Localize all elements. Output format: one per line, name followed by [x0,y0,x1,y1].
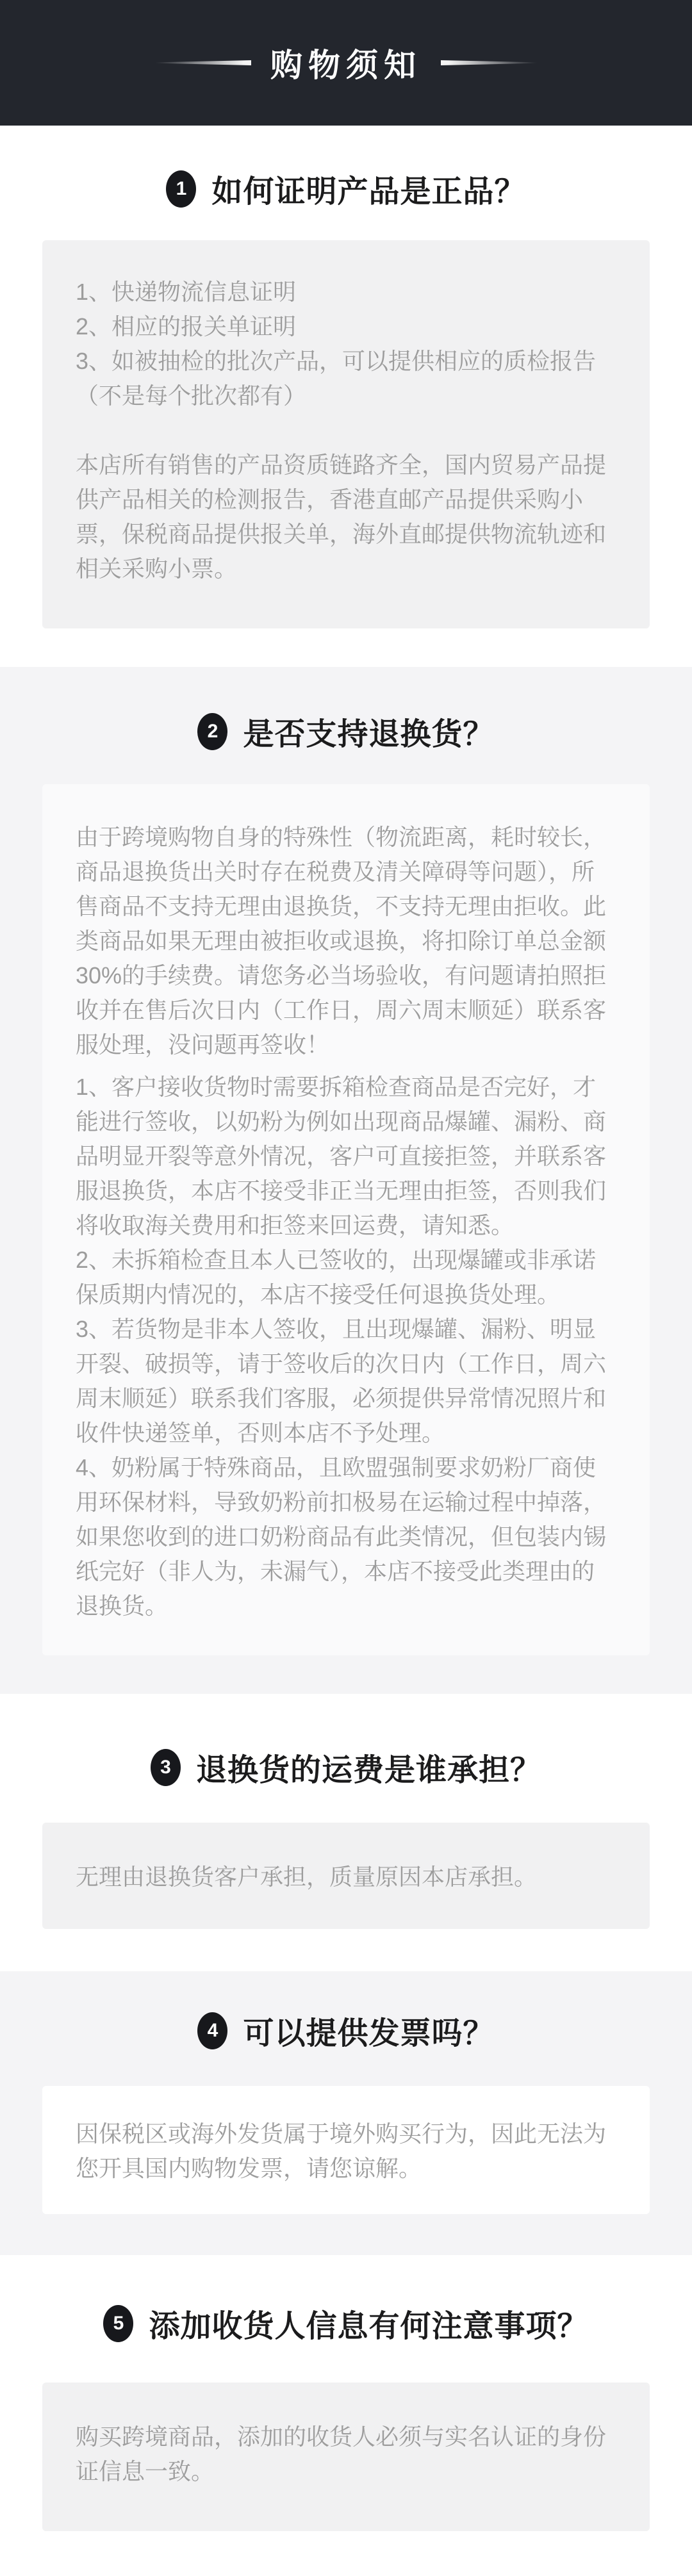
section-2-content-box [42,784,650,1655]
page-title: 购物须知 [270,47,422,83]
section-5-title: 添加收货人信息有何注意事项？ [149,2309,589,2343]
section-2-paragraph: 由于跨境购物自身的特殊性（物流距离，耗时较长，商品退换货出关时存在税费及清关障碍等问题），所售商品不支持无理由退换货，不支持无理由拒收。此类商品如果无理由被拒收或退换，将扣除订单总金额30%的手续费。请您务必当场验收，有问题请拍照拒收并在售后次日内（工作日，周六周末顺延）联系客服处理，没问题再签收！ [76,824,607,1058]
section-4-content-box [42,2086,650,2214]
section-invoice [0,1971,692,2255]
section-4-paragraph: 因保税区或海外发货属于境外购买行为，因此无法为您开具国内购物发票，请您谅解。 [76,2121,607,2181]
section-1-content-box [42,240,650,628]
section-4-title: 可以提供发票吗？ [243,2017,495,2051]
list-item: 4、奶粉属于特殊商品，且欧盟强制要求奶粉厂商使用环保材料，导致奶粉前扣极易在运输过程中掉落，如果您收到的进口奶粉商品有此类情况，但包装内锡纸完好（非人为，未漏气），本店不接受此类理由的退换货。 [76,1454,607,1619]
list-item: 3、若货物是非本人签收，且出现爆罐、漏粉、明显开裂、破损等，请于签收后的次日内（工作日，周六周末顺延）联系我们客服，必须提供异常情况照片和收件快递签单，否则本店不予处理。 [76,1316,607,1446]
section-3-title: 退换货的运费是谁承担？ [195,1753,541,1787]
section-5-number-badge: 5 [103,2305,133,2342]
list-item: 2、未拆箱检查且本人已签收的，出现爆罐或非承诺保质期内情况的，本店不接受任何退换货处理。 [76,1247,597,1308]
header-line-left-icon [155,60,251,65]
section-4-header [0,2008,692,2053]
section-shipping-fee [0,1745,692,1929]
list-item: 3、如被抽检的批次产品，可以提供相应的质检报告（不是每个批次都有） [76,348,597,409]
section-2-header [0,709,692,753]
section-2-title: 是否支持退换货？ [243,718,495,751]
list-item: 2、相应的报关单证明 [76,313,297,340]
section-authenticity [0,167,692,628]
page-header-banner [0,0,692,126]
section-1-header [0,167,692,211]
section-5-header [0,2301,692,2345]
section-3-header [0,1745,692,1789]
list-item: 1、客户接收货物时需要拆箱检查商品是否完好，才能进行签收，以奶粉为例如出现商品爆罐、漏粉、商品明显开裂等意外情况，客户可直接拒签，并联系客服退换货，本店不接受非正当无理由拒签，否则我们将收取海关费用和拒签来回运费，请知悉。 [76,1074,607,1238]
header-line-right-icon [441,60,537,65]
section-2-items [76,1070,616,1623]
list-item: 1、快递物流信息证明 [76,279,297,305]
section-1-number-badge: 1 [166,170,196,208]
section-2-number-badge: 2 [197,713,227,750]
section-returns-policy [0,667,692,1694]
page-bottom-spacer [0,2531,692,2576]
section-5-content-box [42,2383,650,2531]
section-1-paragraph: 本店所有销售的产品资质链路齐全，国内贸易产品提供产品相关的检测报告，香港直邮产品提供采购小票，保税商品提供报关单，海外直邮提供物流轨迹和相关采购小票。 [76,452,607,582]
section-3-number-badge: 3 [151,1749,181,1786]
section-5-paragraph: 购买跨境商品，添加的收货人必须与实名认证的身份证信息一致。 [76,2424,607,2484]
section-recipient-info [0,2301,692,2531]
section-3-content-box [42,1823,650,1929]
section-4-number-badge: 4 [197,2012,227,2049]
section-1-title: 如何证明产品是正品？ [211,175,526,209]
section-3-paragraph: 无理由退换货客户承担，质量原因本店承担。 [76,1864,538,1890]
